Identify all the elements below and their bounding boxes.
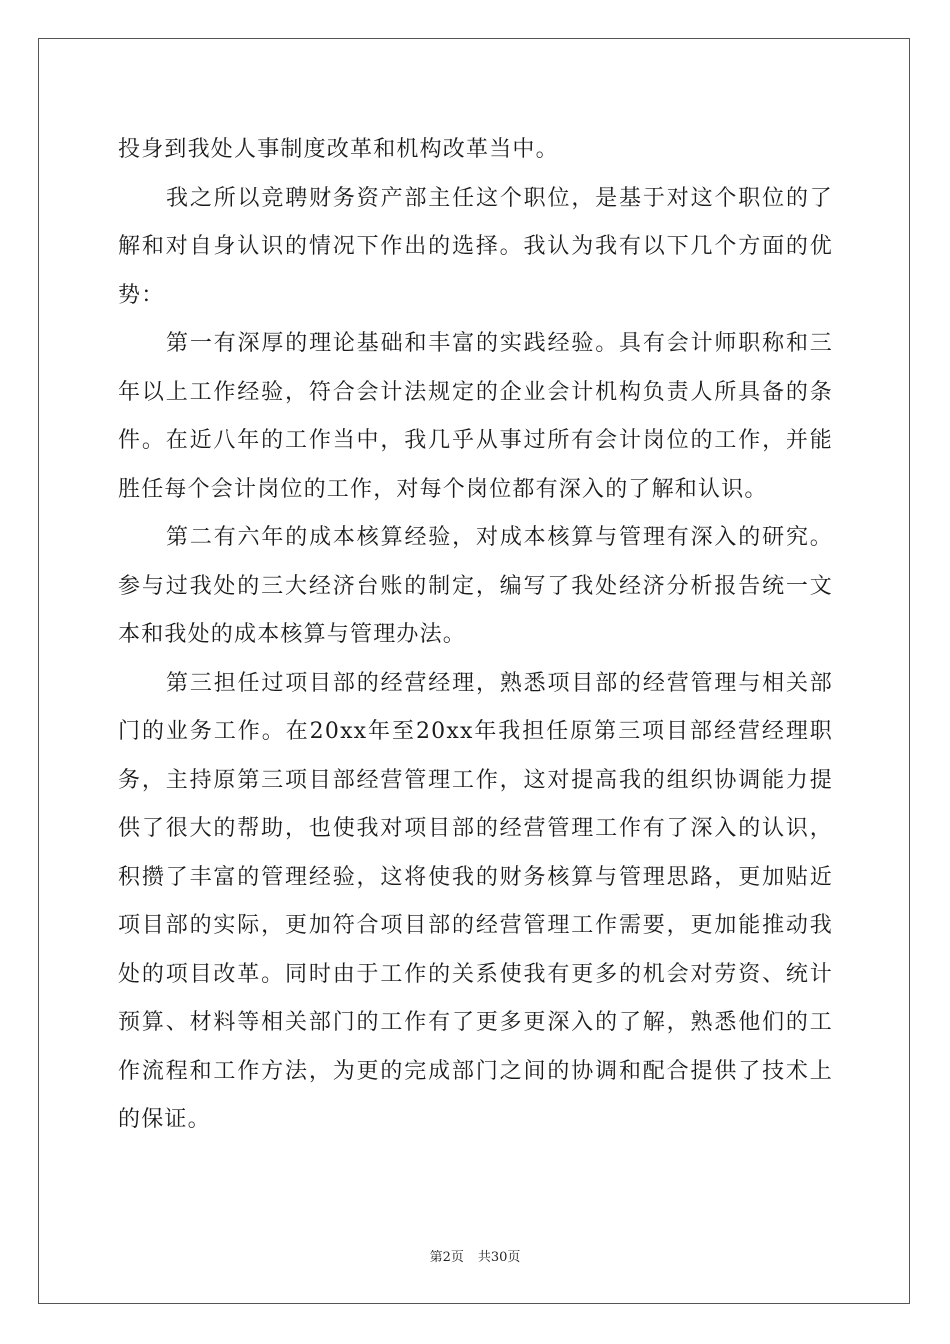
document-body: [118, 126, 833, 1145]
paragraph: 投身到我处人事制度改革和机构改革当中。: [118, 137, 559, 162]
page-number: 第2页: [429, 1250, 464, 1265]
paragraph: 第一有深厚的理论基础和丰富的实践经验。具有会计师职称和三年以上工作经验，符合会计法规定的企业会计机构负责人所具备的条件。在近八年的工作当中，我几乎从事过所有会计岗位的工作，并能胜任每个会计岗位的工作，对每个岗位都有深入的了解和认识。: [118, 331, 833, 502]
page-total: 共30页: [477, 1250, 521, 1265]
paragraph: 第三担任过项目部的经营经理，熟悉项目部的经营管理与相关部门的业务工作。在20xx年至20xx年我担任原第三项目部经营经理职务，主持原第三项目部经营管理工作，这对提高我的组织协调能力提供了很大的帮助，也使我对项目部的经营管理工作有了深入的认识，积攒了丰富的管理经验，这将使我的财务核算与管理思路，更加贴近项目部的实际，更加符合项目部的经营管理工作需要，更加能推动我处的项目改革。同时由于工作的关系使我有更多的机会对劳资、统计预算、材料等相关部门的工作有了更多更深入的了解，熟悉他们的工作流程和工作方法，为更的完成部门之间的协调和配合提供了技术上的保证。: [118, 670, 833, 1132]
paragraph: 我之所以竞聘财务资产部主任这个职位，是基于对这个职位的了解和对自身认识的情况下作出的选择。我认为我有以下几个方面的优势：: [118, 185, 833, 308]
page-footer: [0, 1246, 950, 1265]
paragraph: 第二有六年的成本核算经验，对成本核算与管理有深入的研究。参与过我处的三大经济台账的制定，编写了我处经济分析报告统一文本和我处的成本核算与管理办法。: [118, 525, 833, 647]
